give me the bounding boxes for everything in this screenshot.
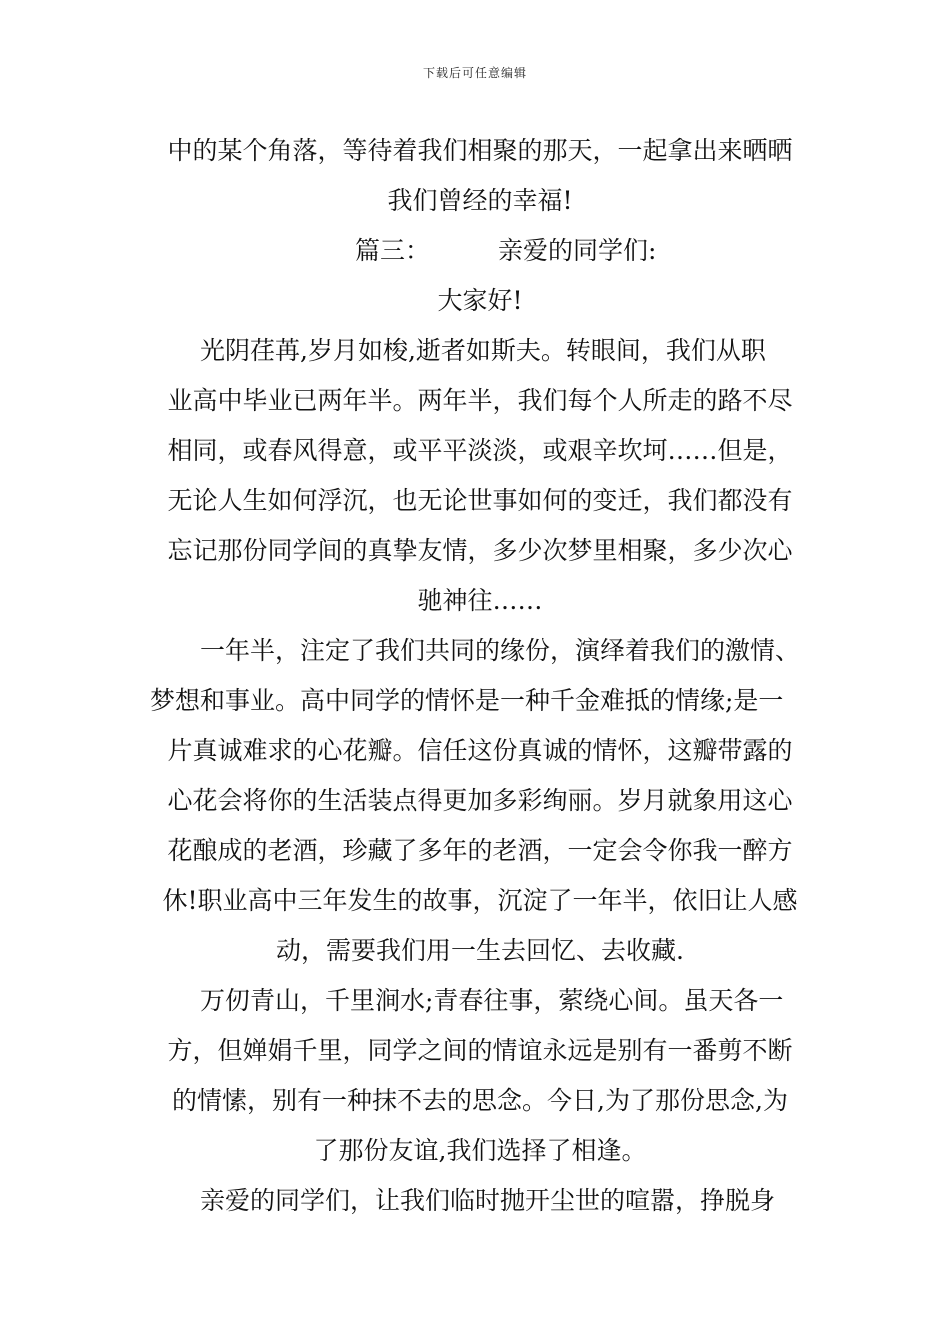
paragraph-line: 花酿成的老酒，珍藏了多年的老酒，一定会令你我一醉方 (167, 836, 793, 865)
paragraph-line: 无论人生如何浮沉，也无论世事如何的变迁，我们都没有 (167, 486, 793, 515)
paragraph-line: 方，但婵娟千里，同学之间的情谊永远是别有一番剪不断 (167, 1036, 793, 1065)
paragraph-line: 业高中毕业已两年半。两年半，我们每个人所走的路不尽 (167, 386, 793, 415)
document-body (150, 126, 810, 1226)
paragraph-line: 中的某个角落，等待着我们相聚的那天，一起拿出来晒晒 (167, 136, 793, 165)
paragraph-line: 我们曾经的幸福! (387, 186, 573, 215)
paragraph-line: 万仞青山，千里涧水;青春往事，萦绕心间。虽天各一 (200, 986, 784, 1015)
page-header: 下载后可任意编辑 (422, 66, 527, 80)
paragraph-line: 休!职业高中三年发生的故事，沉淀了一年半，依旧让人感 (162, 886, 798, 915)
paragraph-line: 驰神往…… (417, 586, 543, 615)
paragraph-line: 亲爱的同学们，让我们临时抛开尘世的喧嚣，挣脱身 (200, 1186, 776, 1215)
paragraph-line: 了那份友谊,我们选择了相逢。 (313, 1136, 647, 1165)
paragraph-line: 一年半，注定了我们共同的缘份，演绎着我们的激情、 (200, 636, 801, 665)
paragraph-line: 心花会将你的生活装点得更加多彩绚丽。岁月就象用这心 (167, 786, 793, 815)
paragraph-line: 梦想和事业。高中同学的情怀是一种千金难抵的情缘;是一 (150, 686, 784, 715)
paragraph-line: 相同，或春风得意，或平平淡淡，或艰辛坎坷……但是， (167, 436, 793, 465)
paragraph-line: 动，需要我们用一生去回忆、去收藏. (276, 936, 684, 965)
salutation: 亲爱的同学们: (498, 236, 657, 265)
paragraph-line: 忘记那份同学间的真挚友情，多少次梦里相聚，多少次心 (167, 536, 793, 565)
greeting-line: 大家好! (437, 286, 523, 315)
paragraph-line: 的情愫，别有一种抹不去的思念。今日,为了那份思念,为 (172, 1086, 788, 1115)
section-label: 篇三： (355, 236, 431, 265)
paragraph-line: 光阴荏苒,岁月如梭,逝者如斯夫。转眼间，我们从职 (200, 336, 766, 365)
paragraph-line: 片真诚难求的心花瓣。信任这份真诚的情怀，这瓣带露的 (167, 736, 793, 765)
section-heading (150, 226, 810, 276)
